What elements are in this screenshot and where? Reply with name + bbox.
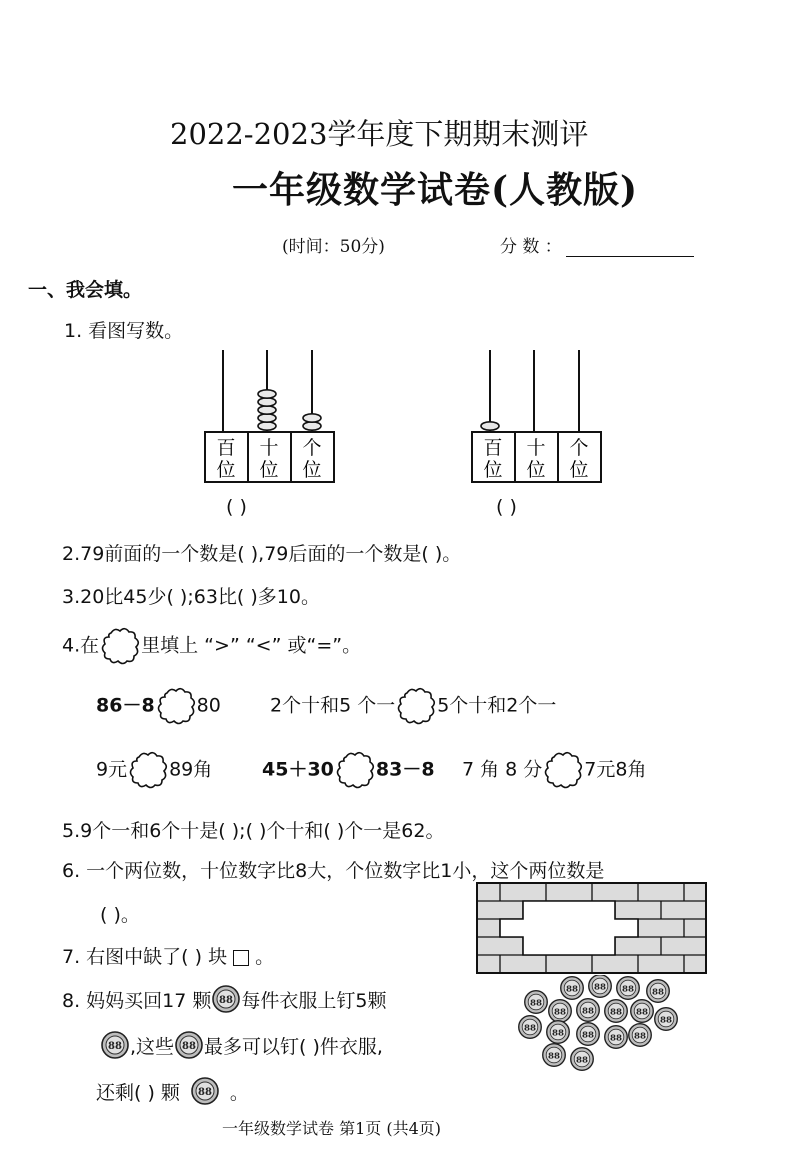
exam-title-line2: 一年级数学试卷(人教版): [232, 169, 639, 211]
question-5: 5.9个一和6个十是( );( )个十和( )个一是62。: [62, 820, 445, 842]
question-7: [62, 942, 274, 969]
button-icon: [631, 1000, 654, 1023]
button-icon: [525, 991, 548, 1014]
button-icon: [577, 1023, 600, 1046]
label-hundreds-2: 位: [216, 459, 236, 481]
q8-text-d: 最多可以钉( )件衣服,: [204, 1036, 383, 1058]
compare-cloud-blank[interactable]: [542, 750, 584, 790]
compare-right: 80: [196, 694, 221, 717]
answer-blank-abacus-1[interactable]: ( ): [226, 496, 247, 518]
score-blank[interactable]: [566, 238, 694, 257]
question-2: 2.79前面的一个数是( ),79后面的一个数是( )。: [62, 543, 462, 565]
section-heading: 一、我会填。: [28, 279, 143, 301]
time-limit: (时间：50分): [282, 237, 385, 257]
compare-right: 83－8: [375, 758, 435, 781]
abacus-bead: [258, 398, 276, 406]
page-footer: 一年级数学试卷 第1页 (共4页): [222, 1119, 442, 1138]
compare-cloud-blank[interactable]: [127, 750, 169, 790]
compare-left: 2个十和5 个一: [270, 694, 396, 717]
compare-cloud-blank[interactable]: [395, 686, 437, 726]
q8-text-a: 8. 妈妈买回17 颗: [62, 990, 212, 1012]
abacus-bead: [258, 422, 276, 430]
button-icon: [655, 1008, 678, 1031]
label-ones-1: 个: [569, 437, 589, 459]
button-icon: [605, 1026, 628, 1049]
score-label: 分 数 ：: [500, 237, 562, 257]
button-icon: [629, 1024, 652, 1047]
answer-blank-abacus-2[interactable]: ( ): [496, 496, 517, 518]
button-icon: [577, 999, 600, 1022]
question-8-line3: [96, 1076, 249, 1111]
label-tens-1: 十: [526, 437, 546, 459]
abacus-2: [463, 348, 613, 488]
abacus-1: [196, 348, 346, 488]
abacus-bead: [303, 422, 321, 430]
button-icon: [211, 984, 241, 1019]
button-icon: [617, 977, 640, 1000]
question-3: 3.20比45少( );63比( )多10。: [62, 586, 320, 608]
abacus-bead: [258, 390, 276, 398]
label-hundreds-1: 百: [216, 437, 236, 459]
label-hundreds-1: 百: [483, 437, 503, 459]
label-ones-1: 个: [302, 437, 322, 459]
compare-right: 5个十和2个一: [437, 694, 557, 717]
q4-suffix: 里填上 “>” “<” 或“=”。: [141, 634, 362, 657]
button-icon: [519, 1016, 542, 1039]
compare-cloud-blank[interactable]: [334, 750, 376, 790]
button-icon: [647, 980, 670, 1003]
compare-left: 45＋30: [262, 758, 334, 781]
label-hundreds-2: 位: [483, 459, 503, 481]
label-tens-2: 位: [526, 459, 546, 481]
compare-cloud-blank[interactable]: [155, 686, 197, 726]
score-field: [500, 232, 694, 257]
compare-left: 7 角 8 分: [462, 758, 543, 781]
compare-left: 86－8: [96, 694, 155, 717]
question-8-line1: [62, 984, 386, 1019]
button-pile: [512, 975, 682, 1087]
compare-left: 9元: [96, 758, 128, 781]
question-6-answer[interactable]: ( )。: [100, 904, 140, 926]
q7-text: 7. 右图中缺了( ) 块: [62, 946, 228, 968]
square-brick-icon: [233, 950, 249, 966]
question-8-line2: [100, 1030, 383, 1065]
label-ones-2: 位: [302, 459, 322, 481]
abacus-bead: [258, 406, 276, 414]
button-icon: [571, 1048, 594, 1071]
label-ones-2: 位: [569, 459, 589, 481]
abacus-bead: [481, 422, 499, 430]
compare-right: 7元8角: [584, 758, 647, 781]
brick-wall-figure: [476, 882, 708, 976]
question-6: 6. 一个两位数，十位数字比8大，个位数字比1小，这个两位数是: [62, 860, 605, 882]
compare-row1-a: [96, 686, 221, 726]
label-tens-1: 十: [259, 437, 279, 459]
q7-suffix: 。: [255, 946, 275, 968]
question-4: [62, 626, 361, 666]
button-icon: [190, 1076, 220, 1111]
compare-row2-a: [96, 750, 212, 790]
question-1: 1. 看图写数。: [64, 320, 184, 342]
button-icon: [605, 1000, 628, 1023]
q4-prefix: 4.在: [62, 634, 100, 657]
button-icon: [543, 1044, 566, 1067]
cloud-icon: [99, 626, 141, 666]
q8-text-f: 。: [229, 1082, 249, 1104]
compare-right: 89角: [169, 758, 213, 781]
q8-text-b: 每件衣服上钉5颗: [241, 990, 387, 1012]
button-icon: [547, 1021, 570, 1044]
exam-title-line1: 2022-2023学年度下期期末测评: [170, 117, 589, 151]
compare-row2-b: [262, 750, 435, 790]
button-icon: [174, 1030, 204, 1065]
compare-row2-c: [462, 750, 646, 790]
q8-text-e: 还剩( ) 颗: [96, 1082, 180, 1104]
compare-row1-b: [270, 686, 556, 726]
button-icon: [100, 1030, 130, 1065]
button-icon: [589, 975, 612, 997]
abacus-bead: [303, 414, 321, 422]
abacus-bead: [258, 414, 276, 422]
q8-text-c: ,这些: [130, 1036, 175, 1058]
button-icon: [549, 1000, 572, 1023]
label-tens-2: 位: [259, 459, 279, 481]
button-icon: [561, 977, 584, 1000]
